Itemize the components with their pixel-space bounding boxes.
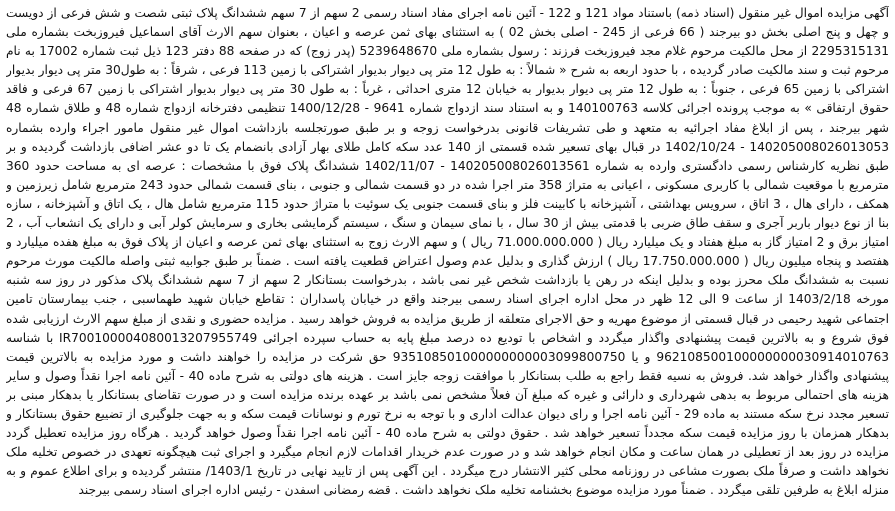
auction-notice-text: آگهی مزایده اموال غیر منقول (اسناد ذمه) باستناد مواد 121 و 122 - آئین نامه اجرای مفاد اسناد رسمی 2 سهم از 7 سهم ششدانگ پلاک ثبتی شصت و شش فرعی از دویست و چهل و پنج اصلی بخش دو بیرجند ( 66 فرعی از 245 - اصلی بخش 02 ) به استثنای بهای ثمن عرصه و اعیان ، بعنوان سهم الارث آقای اسماعیل فیروزبخت بشماره ملی 2295315131 از محل مالکیت مرحوم غلام مجد فیروزبخت فرزند : رسول بشماره ملی 5239648670 (پدر زوج) که در صفحه 88 دفتر 123 ذیل ثبت شماره 17002 به نام مرحوم ثبت و سند مالکیت صادر گردیده ، با حدود اربعه به شرح « شمالاً : به طول 12 متر پی دیوار بدیوار اشتراکی با زمین 113 فرعی ، شرقاً : به طول30 متر پی دیوار بدیوار اشتراکی با زمین 65 فرعی ، جنوباً : به طول 12 متر پی دیوار بدیوار به خیابان 12 متری احداثی ، غرباً : به طول 30 متر پی دیوار بدیوار اشتراکی با زمین 67 فرعی و فاقد حقوق ارتفاقی » به موجب پرونده اجرائی کلاسه 140100763 و به استناد سند ازدواج شماره 9641 - 1400/12/28 تنظیمی دفترخانه ازدواج شماره 48 و طلاق شماره 48 شهر بیرجند ، پس از ابلاغ مفاد اجرائیه به متعهد و طی تشریفات قانونی بدرخواست زوجه و بر طبق صورتجلسه بازداشت اموال غیر منقول مامور اجراء وارده بشماره 140205008026013053 - 1402/10/24 در قبال بهای تسعیر شده قسمتی از 140 عدد سکه کامل طلای بهار آزادی بانضمام یک تا دو عشر اضافی بازداشت گردیده و بر طبق نظریه کارشناس رسمی دادگستری وارده به شماره 140205008026013561 - 1402/11/07 ششدانگ پلاک فوق با مشخصات : عرصه ای به مساحت حدود 360 مترمربع با موقعیت شمالی با کاربری مسکونی ، اعیانی به متراژ 358 متر اجرا شده در دو قسمت شمالی و جنوبی ، بنای قسمت شمالی حدود 243 مترمربع شامل زیرزمین و همکف ، دارای هال ، 3 اتاق ، سرویس بهداشتی ، آشپزخانه با کابینت فلز و بنای قسمت جنوبی یک سوئیت با متراژ حدود 115 مترمربع شامل هال ، یک اتاق و آشپزخانه ، سازه بنا از نوع دیوار باربر آجری و سقف طاق ضربی با قدمتی بیش از 30 سال ، با نمای سیمان و سنگ ، سیستم گرمایشی بخاری و سرمایش کولر آبی و دارای یک انشعاب آب ، 2 امتیاز برق و 2 امتیاز گاز به مبلغ هفتاد و یک میلیارد ریال ( 71.000.000.000 ریال ) و سهم الارث زوج به استثنای بهای ثمن عرصه و اعیان از پلاک فوق به مبلغ هفده میلیارد و هفتصد و پنجاه میلیون ریال ( 17.750.000.000 ریال ) ارزش گذاری و بدلیل عدم وصول اعتراض قطعیت یافته است . ضمناً بر طبق جوابیه ثبتی واصله مالکیت مورث مرحوم نسبت به ششدانگ ملک محرز بوده و بدلیل اینکه در رهن یا بازداشت شخص غیر نمی باشد ، بدرخواست بستانکار 2 سهم از 7 سهم ششدانگ پلاک مذکور در روز سه شنبه مورخه 1403/2/18 از ساعت 9 الی 12 ظهر در محل اداره اجرای اسناد رسمی بیرجند واقع در خیابان پاسداران : تقاطع خیابان شهید طهماسبی ، جنب بیمارستان تامین اجتماعی شهید رحیمی در قبال قسمتی از موضوع مهریه و حق الاجرای متعلقه از طریق مزایده به فروش خواهد رسید . مزایده حضوری و نقدی از مبلغ سهم الارث ارزیابی شده فوق شروع و به بالاترین قیمت پیشنهادی واگذار میگردد و اشخاص با تودیع ده درصد مبلغ پایه به حساب سپرده اجرائی IR700100004080013207955749 با شناسه 962108500100000000030914010763 و یا 935108501000000000003099800750 حق شرکت در مزایده را خواهند داشت و مورد مزایده به بالاترین قیمت پیشنهادی واگذار خواهد شد. فروش به نسیه فقط راجع به طلب بستانکار با موافقت زوجه جایز است . هزینه های دولتی به شرح ماده 40 - آئین نامه اجرا نقداً وصول و سایر هزینه های احتمالی مربوط به بدهی شهرداری و دارائی و غیره که مبلغ آن فعلاً مشخص نمی باشد بر عهده برنده مزایده است و در صورت تقاضای بستانکار یا بدهکار مبنی بر تسعیر مجدد نرخ سکه مستند به ماده 29 - آئین نامه اجرا و رای دیوان عدالت اداری و با توجه به نرخ تورم و نوسانات قیمت سکه و به جهت جلوگیری از تضییع حقوق بستانکار و بدهکار همزمان با روز مزایده قیمت سکه مجدداً تسعیر خواهد شد . حقوق دولتی به شرح ماده 40 - آئین نامه اجرا نقداً وصول خواهد گردید . هرگاه روز مزایده تعطیل گردد مزایده در روز بعد از تعطیلی در همان ساعت و مکان انجام خواهد شد و در صورت عدم خریدار اقدامات لازم انجام میگیرد و اجرای ثبت هیچگونه تعهدی در خصوص تخلیه ملک نخواهد داشت و صرفاً ملک بصورت مشاعی در روزنامه محلی کثیر الانتشار درج میگردد . این آگهی پس از تایید نهایی در تاریخ 1403/1/ منتشر گردیده و برای اطلاع عموم و به منزله ابلاغ به طرفین تلقی میگردد . ضمناً مورد مزایده موضوع بخشنامه تخلیه ملک نخواهد داشت . قضه رمضانی اسفدن - رئیس اداره اجرای اسناد رسمی بیرجند bbox=[6, 6, 889, 498]
